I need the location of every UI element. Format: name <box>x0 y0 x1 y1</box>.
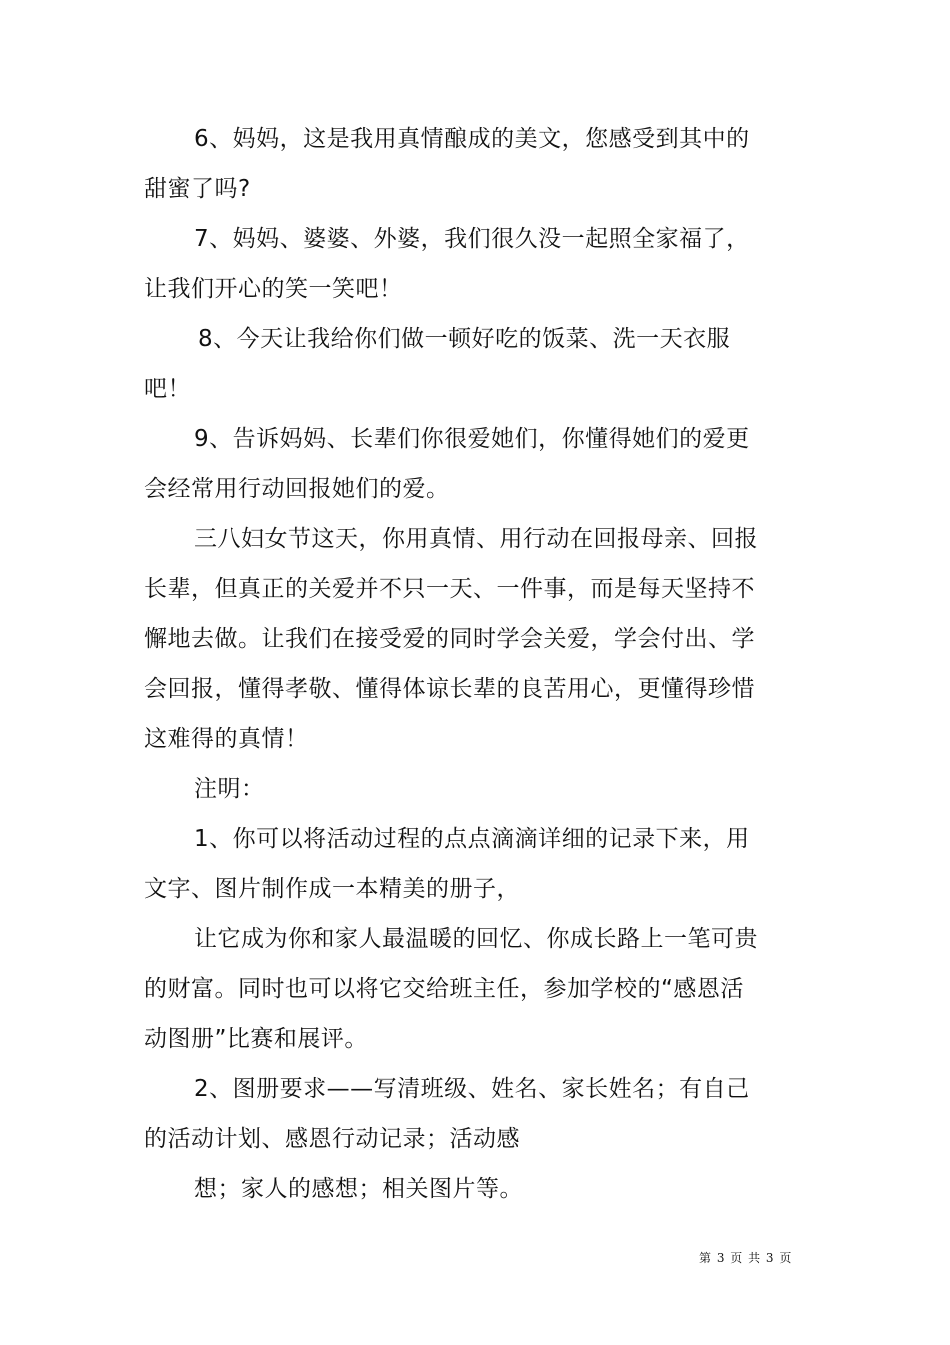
text-line: 让我们开心的笑一笑吧！ <box>144 276 403 302</box>
page-number-footer: 第 3 页 共 3 页 <box>699 1251 792 1265</box>
text-line: 让它成为你和家人最温暖的回忆、你成长路上一笔可贵 <box>194 926 758 952</box>
text-line: 2、图册要求——写清班级、姓名、家长姓名；有自己 <box>194 1076 750 1102</box>
text-line: 懈地去做。让我们在接受爱的同时学会关爱，学会付出、学 <box>144 626 755 652</box>
text-line: 会经常用行动回报她们的爱。 <box>144 476 450 502</box>
text-line: 三八妇女节这天，你用真情、用行动在回报母亲、回报 <box>194 526 758 552</box>
text-line: 9、告诉妈妈、长辈们你很爱她们，你懂得她们的爱更 <box>194 426 750 452</box>
text-line: 会回报，懂得孝敬、懂得体谅长辈的良苦用心，更懂得珍惜 <box>144 676 755 702</box>
text-line: 7、妈妈、婆婆、外婆，我们很久没一起照全家福了， <box>194 226 750 252</box>
text-line: 吧！ <box>144 376 191 402</box>
text-line: 的活动计划、感恩行动记录；活动感 <box>144 1126 520 1152</box>
text-line: 想；家人的感想；相关图片等。 <box>194 1176 523 1202</box>
text-line: 文字、图片制作成一本精美的册子， <box>144 876 520 902</box>
text-line: 动图册”比赛和展评。 <box>144 1026 368 1052</box>
text-line: 6、妈妈，这是我用真情酿成的美文，您感受到其中的 <box>194 126 750 152</box>
text-line: 1、你可以将活动过程的点点滴滴详细的记录下来，用 <box>194 826 750 852</box>
text-line: 的财富。同时也可以将它交给班主任，参加学校的“感恩活 <box>144 976 744 1002</box>
text-line: 注明： <box>194 776 265 802</box>
text-line: 8、今天让我给你们做一顿好吃的饭菜、洗一天衣服 <box>198 326 731 352</box>
text-line: 甜蜜了吗? <box>144 176 251 202</box>
text-line: 这难得的真情！ <box>144 726 309 752</box>
text-line: 长辈，但真正的关爱并不只一天、一件事，而是每天坚持不 <box>144 576 755 602</box>
